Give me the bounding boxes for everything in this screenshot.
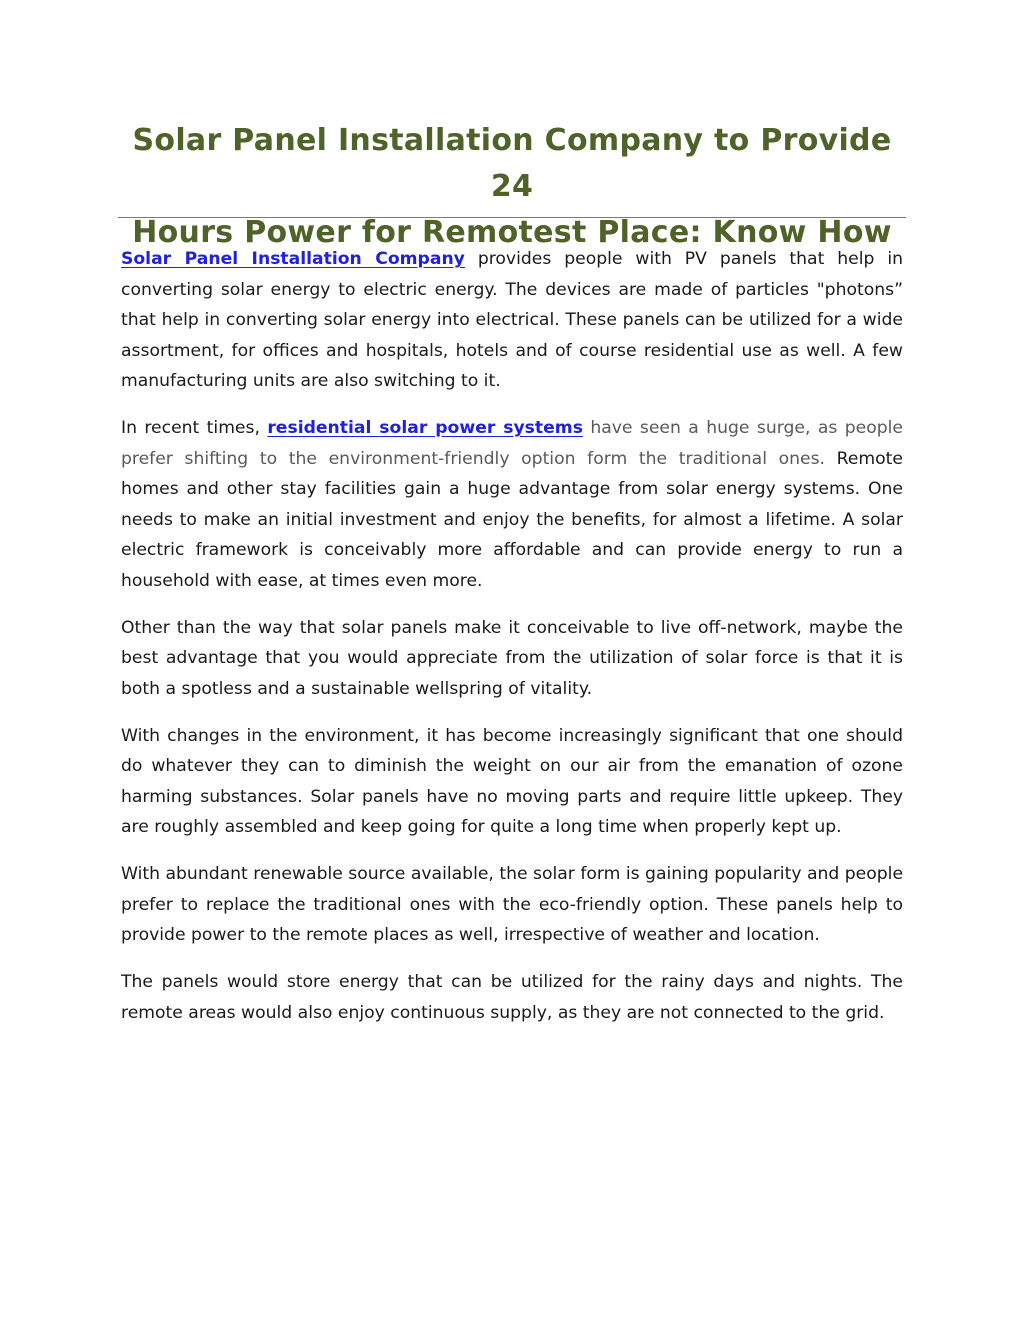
paragraph-2-muted-text: have seen a huge surge, as people prefer shifting to the environment-friendly option form the traditional ones.: [121, 418, 903, 469]
title-line-1: Solar Panel Installation Company to Provide 24: [132, 123, 892, 204]
title-line-2: Hours Power for Remotest Place: Know How: [132, 215, 892, 250]
paragraph-5: With abundant renewable source available, the solar form is gaining popularity and people prefer to replace the traditional ones with the eco-friendly option. These panels help to provide power to the remote places as well, irrespective of weather and location.: [121, 864, 904, 945]
paragraph-6: The panels would store energy that can be utilized for the rainy days and nights. The remote areas would also enjoy continuous supply, as they are not connected to the grid.: [121, 972, 903, 1023]
paragraph-3: Other than the way that solar panels make it conceivable to live off-network, maybe the best advantage that you would appreciate from the utilization of solar force is that it is both a spotless and a sustainable wellspring of vitality.: [121, 617, 903, 699]
document-body: [121, 244, 903, 1045]
paragraph-2-text: Remote homes and other stay facilities gain a huge advantage from solar energy systems. One needs to make an initial investment and enjoy the benefits, for almost a lifetime. A solar electric framework is conceivably more affordable and can provide energy to run a household with ease, at times even more.: [121, 448, 903, 591]
title-underline-divider: [118, 217, 906, 218]
page-title: [118, 118, 906, 256]
paragraph-2-lead: In recent times,: [121, 418, 268, 438]
paragraph-1: [121, 244, 903, 397]
solar-panel-installation-company-link[interactable]: Solar Panel Installation Company: [121, 249, 465, 269]
paragraph-2: [121, 413, 903, 596]
residential-solar-power-systems-link[interactable]: residential solar power systems: [267, 418, 583, 438]
paragraph-1-text: provides people with PV panels that help in converting solar energy to electric energy. The devices are made of particles "photons” that help in converting solar energy into electrical. These panels can be utilized for a wide assortment, for offices and hospitals, hotels and of course residential use as well. A few manufacturing units are also switching to it.: [121, 249, 903, 391]
paragraph-4: With changes in the environment, it has become increasingly significant that one should do whatever they can to diminish the weight on our air from the emanation of ozone harming substances. Solar panels have no moving parts and require little upkeep. They are roughly assembled and keep going for quite a long time when properly kept up.: [121, 725, 903, 837]
document-title: [118, 118, 906, 256]
